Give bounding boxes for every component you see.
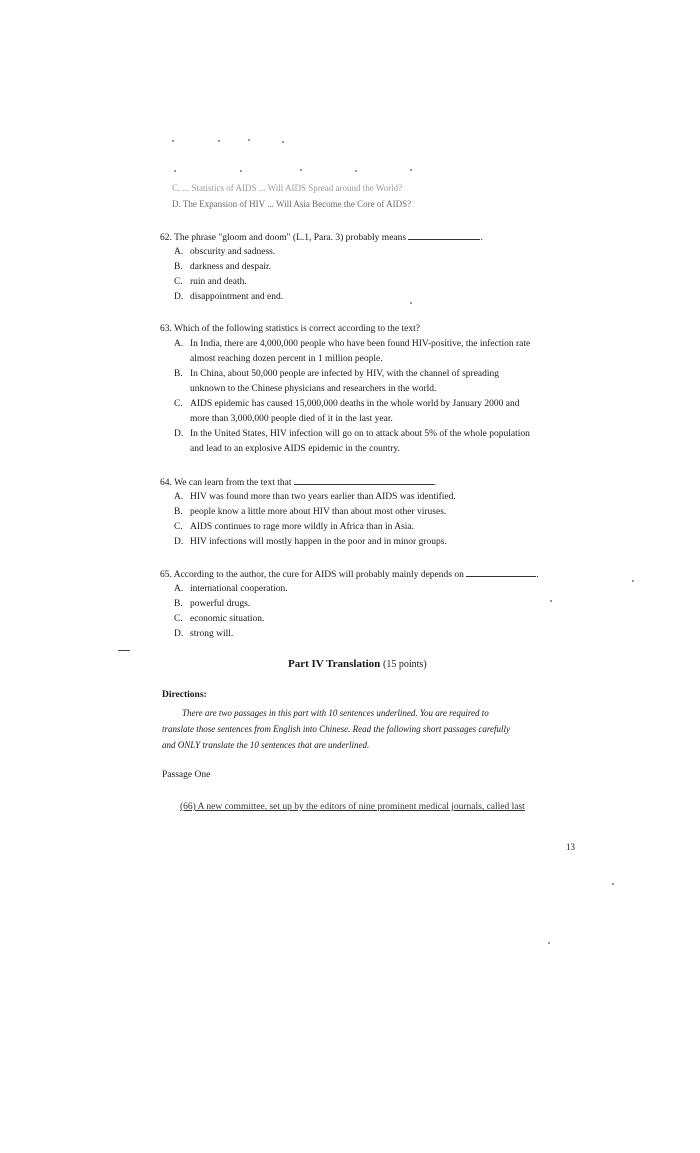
- q63-option-b: B. In China, about 50,000 people are infected by HIV, with the channel of spreading unknown to the Chinese physicians and researchers in the world.: [174, 369, 500, 394]
- scan-speck: [240, 170, 242, 172]
- answer-blank: [408, 230, 480, 240]
- scan-speck: [410, 169, 412, 171]
- scan-speck: [410, 302, 412, 304]
- scan-speck: [218, 140, 220, 142]
- question-65-stem: 65. According to the author, the cure for AIDS will probably mainly depends on: [160, 570, 464, 580]
- q65-option-c: C. economic situation.: [174, 614, 265, 624]
- q62-option-c: C. ruin and death.: [174, 277, 247, 287]
- scan-speck: [248, 139, 250, 141]
- q65-option-a: A. international cooperation.: [174, 584, 288, 594]
- question-65: 65. According to the author, the cure for AIDS will probably mainly depends on .: [160, 567, 539, 583]
- q63-option-c: C. AIDS epidemic has caused 15,000,000 deaths in the whole world by January 2000 and more than 3,000,000 people died of it in the last year.: [174, 399, 520, 424]
- scan-speck: [282, 141, 284, 143]
- question-64: 64. We can learn from the text that .: [160, 475, 436, 491]
- scan-speck: [548, 942, 550, 944]
- question-64-stem: 64. We can learn from the text that: [160, 478, 292, 488]
- part-iv-points: (15 points): [383, 659, 427, 670]
- faint-option-c: C. ... Statistics of AIDS ... Will AIDS Spread around the World?: [172, 183, 403, 193]
- part-iv-title: Part IV Translation: [288, 658, 381, 670]
- answer-blank: [466, 567, 536, 577]
- page-number: 13: [566, 842, 575, 852]
- q64-option-a: A. HIV was found more than two years earlier than AIDS was identified.: [174, 492, 456, 502]
- question-62: 62. The phrase "gloom and doom" (L.1, Para. 3) probably means .: [160, 230, 483, 246]
- directions-line-2: translate those sentences from English into Chinese. Read the following short passages carefully: [162, 724, 511, 734]
- directions-line-1: There are two passages in this part with 10 sentences underlined. You are required to: [182, 708, 489, 718]
- passage-one-first-line: (66) A new committee, set up by the editors of nine prominent medical journals, called last: [180, 802, 525, 812]
- scan-speck: [174, 170, 176, 172]
- q62-option-a: A. obscurity and sadness.: [174, 247, 276, 257]
- question-62-stem: 62. The phrase "gloom and doom" (L.1, Para. 3) probably means: [160, 233, 407, 243]
- part-iv-heading: [288, 658, 427, 670]
- scan-speck: [612, 883, 614, 885]
- directions-label: Directions:: [162, 690, 207, 700]
- q65-option-b: B. powerful drugs.: [174, 599, 251, 609]
- scan-speck: [632, 580, 634, 582]
- q63-option-a: A. In India, there are 4,000,000 people who have been found HIV-positive, the infection rate almost reaching dozen percent in 1 million people.: [174, 339, 531, 364]
- scan-speck: [550, 600, 552, 602]
- q63-option-d: D. In the United States, HIV infection will go on to attack about 5% of the whole population and lead to an explosive AIDS epidemic in the country.: [174, 429, 530, 454]
- q64-option-c: C. AIDS continues to rage more wildly in Africa than in Asia.: [174, 522, 414, 532]
- q62-option-b: B. darkness and despair.: [174, 262, 271, 272]
- answer-blank: [294, 475, 434, 485]
- question-63-stem: 63. Which of the following statistics is correct according to the text?: [160, 324, 420, 334]
- q62-option-d: D. disappointment and end.: [174, 292, 284, 302]
- scan-speck: [355, 170, 357, 172]
- exam-page: [130, 0, 600, 1153]
- scan-speck: [172, 140, 174, 142]
- passage-one-label: Passage One: [162, 770, 211, 780]
- directions-line-3: and ONLY translate the 10 sentences that are underlined.: [162, 740, 370, 750]
- faint-option-d: D. The Expansion of HIV ... Will Asia Become the Core of AIDS?: [172, 199, 412, 209]
- q64-option-d: D. HIV infections will mostly happen in the poor and in minor groups.: [174, 537, 447, 547]
- margin-mark: [118, 650, 130, 651]
- scan-speck: [300, 169, 302, 171]
- q65-option-d: D. strong will.: [174, 629, 234, 639]
- q64-option-b: B. people know a little more about HIV than about most other viruses.: [174, 507, 447, 517]
